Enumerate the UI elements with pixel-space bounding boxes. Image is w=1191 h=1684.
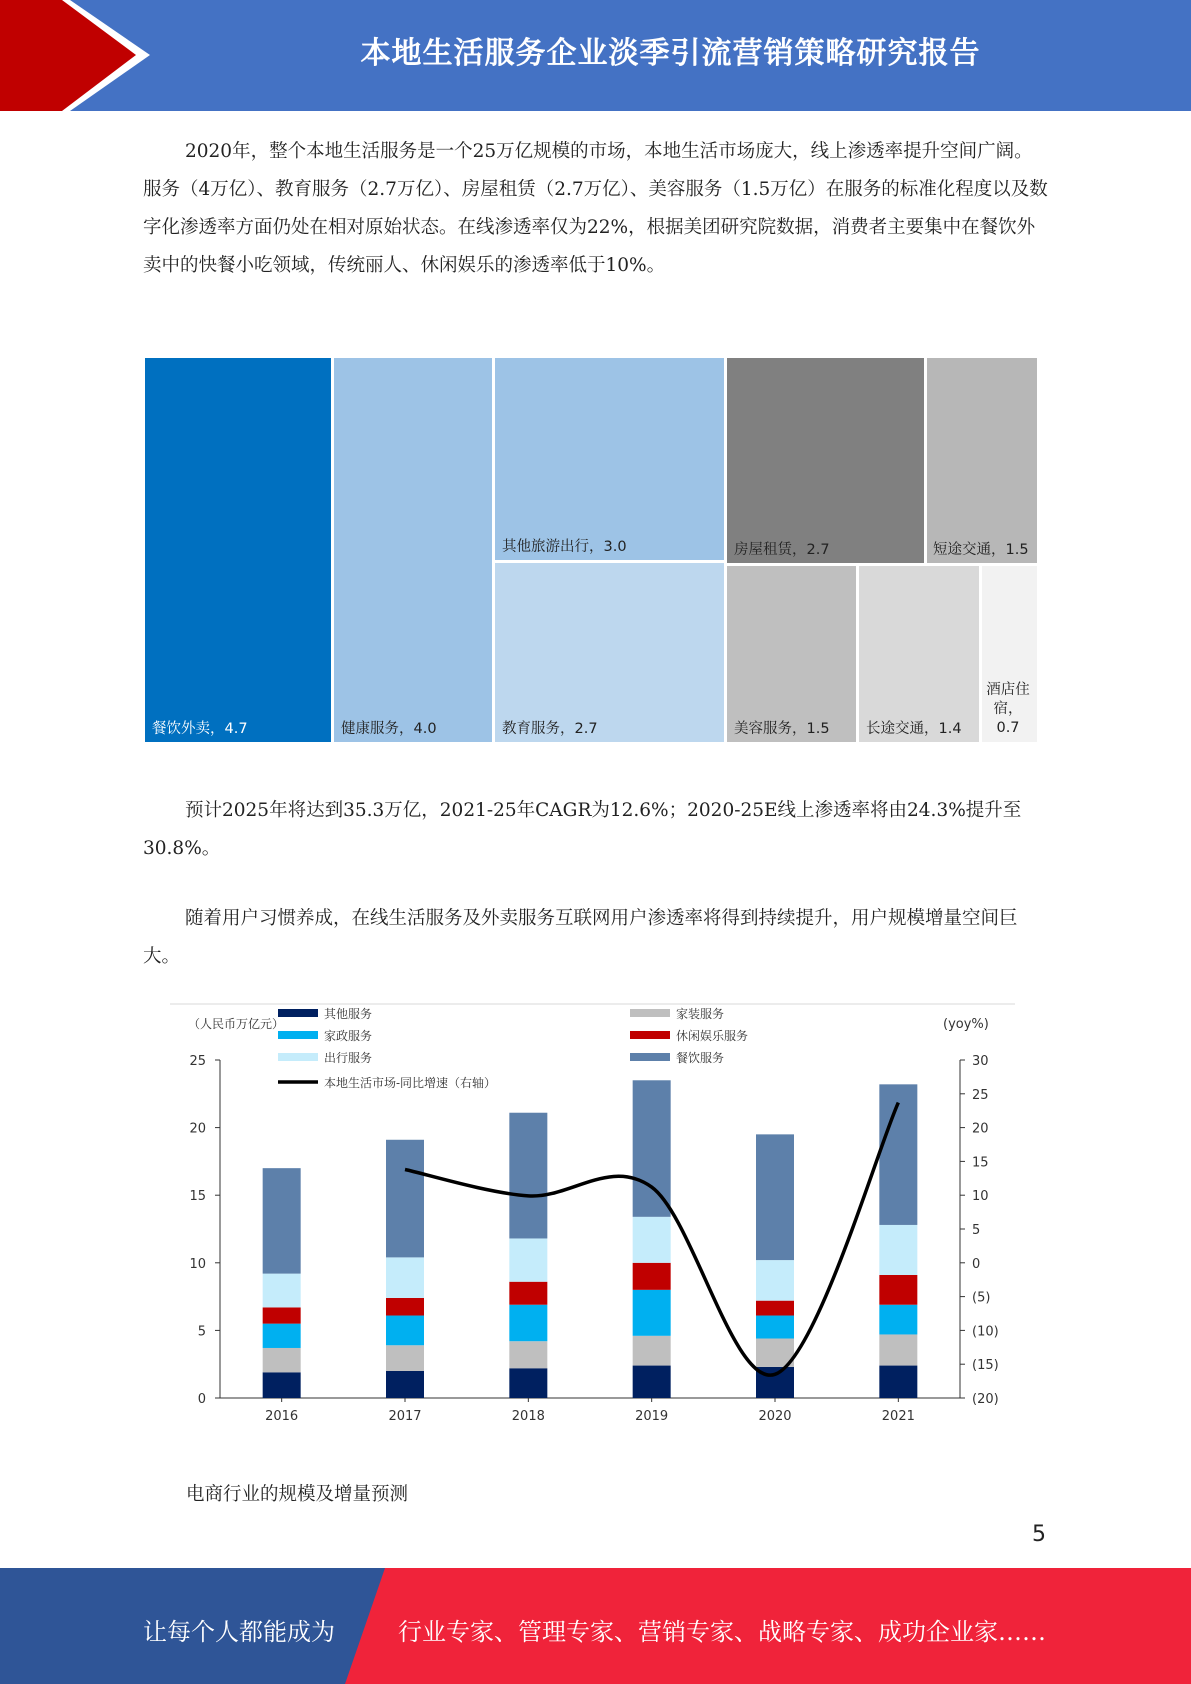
header-bar <box>0 0 1191 111</box>
footer-slogan-left: 让每个人都能成为 <box>143 1618 335 1646</box>
treemap-label: 其他旅游出行，3.0 <box>502 539 627 555</box>
bar-segment <box>633 1290 671 1336</box>
legend-swatch <box>278 1053 318 1061</box>
x-axis-tick-label: 2018 <box>511 1409 545 1424</box>
treemap-label: 房屋租赁，2.7 <box>734 542 830 558</box>
right-axis-tick-label: (10) <box>972 1324 999 1340</box>
bar-segment <box>633 1366 671 1398</box>
left-axis-tick-label: 15 <box>189 1189 206 1205</box>
chart-caption: 电商行业的规模及增量预测 <box>186 1484 409 1505</box>
treemap-chart <box>145 358 1037 742</box>
bar-segment <box>386 1298 424 1316</box>
treemap-label: 短途交通，1.5 <box>933 542 1029 558</box>
right-axis-tick-label: (15) <box>972 1358 999 1374</box>
bar-segment <box>386 1345 424 1371</box>
bar-segment <box>879 1334 917 1365</box>
bar-segment <box>756 1134 794 1260</box>
x-axis-tick-label: 2017 <box>388 1409 422 1424</box>
treemap-cell-short-transport <box>927 358 1037 563</box>
legend-swatch <box>278 1009 318 1017</box>
treemap-cell-education <box>495 563 724 742</box>
x-axis-tick-label: 2016 <box>265 1409 299 1424</box>
bar-segment <box>879 1305 917 1335</box>
legend-swatch <box>278 1031 318 1039</box>
bar-segment <box>879 1225 917 1275</box>
bar-segment <box>879 1275 917 1305</box>
treemap-label: 餐饮外卖，4.7 <box>152 721 248 737</box>
bar-segment <box>509 1282 547 1305</box>
user-growth-paragraph: 随着用户习惯养成，在线生活服务及外卖服务互联网用户渗透率将得到持续提升，用户规模增量空间巨大。 <box>143 908 1018 967</box>
bar-segment <box>263 1372 301 1398</box>
bar-segment <box>633 1336 671 1366</box>
bar-segment <box>263 1348 301 1372</box>
right-axis-tick-label: 0 <box>972 1256 981 1272</box>
page-number: 5 <box>1032 1522 1046 1547</box>
legend-label: 其他服务 <box>324 1007 373 1021</box>
left-axis-tick-label: 5 <box>197 1324 206 1340</box>
header-arrow-decoration <box>0 0 150 111</box>
bar-segment <box>263 1324 301 1348</box>
forecast-paragraph: 预计2025年将达到35.3万亿，2021-25年CAGR为12.6%；2020-25E线上渗透率将由24.3%提升至30.8%。 <box>143 800 1022 859</box>
bar-segment <box>509 1341 547 1368</box>
bar-segment <box>879 1366 917 1398</box>
right-axis-tick-label: (20) <box>972 1392 999 1407</box>
local-services-bar-chart <box>170 1002 1020 1427</box>
page-title: 本地生活服务企业淡季引流营销策略研究报告 <box>360 36 981 71</box>
bar-segment <box>509 1305 547 1342</box>
treemap-cell-long-transport <box>859 566 979 742</box>
footer-slogan-right: 行业专家、管理专家、营销专家、战略专家、成功企业家…… <box>398 1618 1046 1646</box>
legend-swatch <box>630 1009 670 1017</box>
bar-segment <box>633 1263 671 1290</box>
bar-segment <box>386 1316 424 1346</box>
treemap-cell-other-travel <box>495 358 724 560</box>
bar-segment <box>633 1080 671 1217</box>
legend-label: 家政服务 <box>324 1029 373 1043</box>
treemap-label: 教育服务，2.7 <box>502 721 598 737</box>
legend-label: 家装服务 <box>676 1007 725 1021</box>
treemap-cell-hotel <box>982 566 1037 742</box>
treemap-cell-health <box>334 358 492 742</box>
treemap-cell-catering <box>145 358 331 742</box>
right-axis-tick-label: (5) <box>972 1290 991 1306</box>
legend-label: 出行服务 <box>324 1051 373 1065</box>
legend-swatch <box>630 1031 670 1039</box>
left-axis-tick-label: 25 <box>189 1054 206 1069</box>
right-axis-tick-label: 30 <box>972 1054 989 1069</box>
bar-segment <box>509 1238 547 1281</box>
right-axis-tick-label: 25 <box>972 1087 989 1103</box>
bar-segment <box>509 1368 547 1398</box>
bar-segment <box>386 1257 424 1298</box>
left-axis-tick-label: 10 <box>189 1256 206 1272</box>
right-axis-tick-label: 10 <box>972 1189 989 1205</box>
bar-segment <box>263 1274 301 1308</box>
treemap-label: 健康服务，4.0 <box>341 721 437 737</box>
treemap-label: 酒店住宿，0.7 <box>986 682 1030 736</box>
bar-segment <box>756 1260 794 1301</box>
right-axis-tick-label: 20 <box>972 1121 989 1137</box>
treemap-label: 美容服务，1.5 <box>734 721 830 737</box>
right-axis-tick-label: 15 <box>972 1155 989 1171</box>
left-axis-title: （人民币万亿元） <box>188 1017 285 1031</box>
intro-paragraph: 2020年，整个本地生活服务是一个25万亿规模的市场，本地生活市场庞大，线上渗透率提升空间广阔。服务（4万亿）、教育服务（2.7万亿）、房屋租赁（2.7万亿）、美容服务（1.5万亿）在服务的标准化程度以及数字化渗透率方面仍处在相对原始状态。在线渗透率仅为22%，根据美团研究院数据，消费者主要集中在餐饮外卖中的快餐小吃领域，传统丽人、休闲娱乐的渗透率低于10%。 <box>143 141 1048 276</box>
treemap-cell-housing-rent <box>727 358 924 563</box>
right-axis-tick-label: 5 <box>972 1223 981 1238</box>
treemap-cell-beauty <box>727 566 856 742</box>
left-axis-tick-label: 20 <box>189 1121 206 1137</box>
bar-segment <box>756 1301 794 1316</box>
bar-segment <box>386 1140 424 1258</box>
bar-segment <box>263 1168 301 1273</box>
legend-swatch <box>630 1053 670 1061</box>
treemap-label: 长途交通，1.4 <box>866 721 962 737</box>
bar-segment <box>386 1371 424 1398</box>
legend-label: 餐饮服务 <box>676 1051 725 1065</box>
x-axis-tick-label: 2021 <box>881 1409 915 1424</box>
x-axis-tick-label: 2020 <box>758 1409 792 1424</box>
bar-segment <box>756 1316 794 1339</box>
right-axis-title: (yoy%) <box>943 1017 989 1032</box>
legend-label: 本地生活市场-同比增速（右轴） <box>324 1076 497 1090</box>
bar-segment <box>633 1217 671 1263</box>
bar-segment <box>263 1307 301 1323</box>
legend-label: 休闲娱乐服务 <box>676 1029 749 1043</box>
x-axis-tick-label: 2019 <box>635 1409 669 1424</box>
bar-segment <box>509 1113 547 1239</box>
left-axis-tick-label: 0 <box>197 1392 206 1407</box>
